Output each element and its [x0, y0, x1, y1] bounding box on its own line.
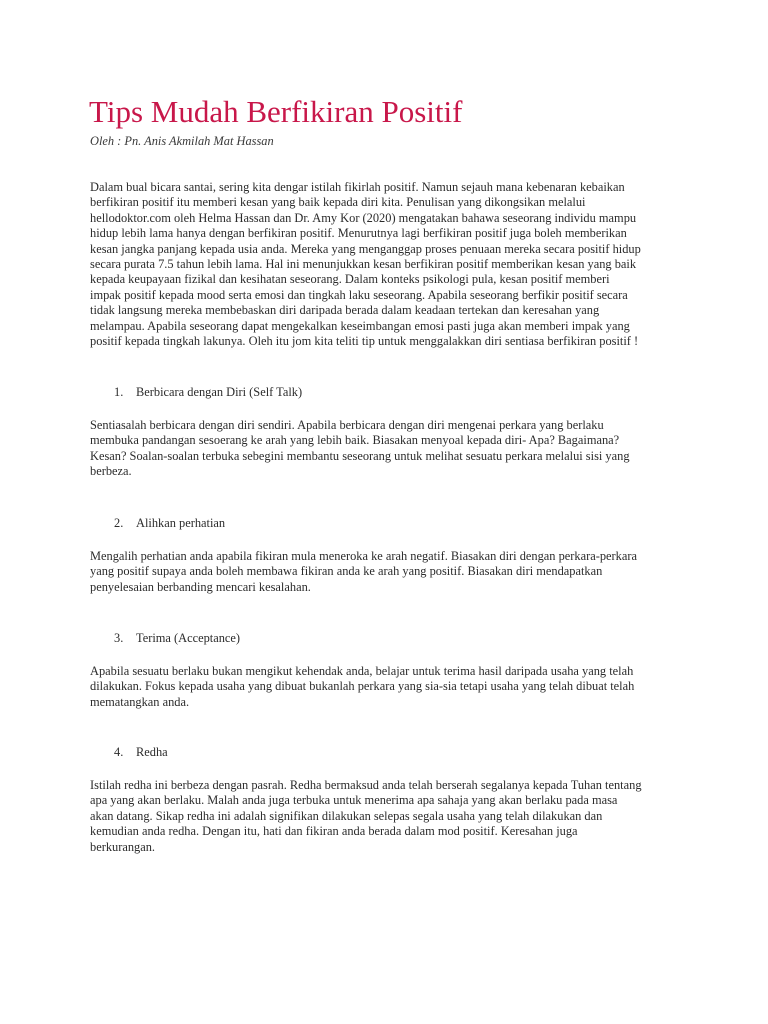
tip-heading-1	[114, 384, 302, 400]
tip-body-line: Istilah redha ini berbeza dengan pasrah. Redha bermaksud anda telah berserah segalanya kepada Tuhan tentang	[90, 778, 642, 792]
tip-body-line: Sentiasalah berbicara dengan diri sendiri. Apabila berbicara dengan diri mengenai perkara yang berlaku	[90, 418, 604, 432]
tip-body-4	[90, 778, 642, 855]
tip-body-line: kemudian anda redha. Dengan itu, hati dan fikiran anda berada dalam mod positif. Keresahan juga	[90, 824, 578, 839]
tip-body-line: Apabila sesuatu berlaku bukan mengikut kehendak anda, belajar untuk terima hasil daripada usaha yang telah	[90, 664, 634, 678]
tip-body-2	[90, 549, 637, 595]
tip-title: Berbicara dengan Diri (Self Talk)	[136, 385, 303, 399]
tip-body-line: membuka pandangan sesoerang ke arah yang lebih baik. Biasakan menyoal kepada diri- Apa? Bagaimana?	[90, 433, 620, 448]
tip-body-line: penyelesaian berbanding mencari kesalahan.	[90, 579, 311, 594]
intro-line: kesan jangka panjang kepada usia anda. Mereka yang menganggap proses penuaan mereka secara positif hidup	[90, 241, 641, 256]
tip-body-line: berkurangan.	[90, 839, 156, 854]
tip-heading-2	[114, 515, 225, 531]
tip-body-3	[90, 664, 634, 710]
tip-body-1	[90, 418, 630, 480]
tip-number: 4.	[114, 745, 124, 759]
tip-heading-4	[114, 744, 168, 760]
intro-line: hidup lebih lama hanya dengan berfikiran positif. Menurutnya lagi berfikiran positif juga boleh memberikan	[90, 226, 627, 241]
tip-body-line: Kesan? Soalan-soalan terbuka sebegini membantu seseorang untuk melihat sesuatu perkara melalui sisi yang	[90, 448, 630, 463]
intro-line: impak positif kepada mood serta emosi dan tingkah laku seseorang. Apabila seseorang berfikir positif secara	[90, 287, 628, 302]
tip-heading-3	[114, 630, 240, 646]
tip-number: 1.	[114, 385, 124, 399]
tip-number: 2.	[114, 516, 124, 530]
intro-line: melampau. Apabila seseorang dapat mengekalkan keseimbangan emosi pasti juga akan memberi impak yang	[90, 318, 630, 333]
author-line: Oleh : Pn. Anis Akmilah Mat Hassan	[90, 134, 274, 148]
intro-paragraph	[90, 180, 641, 349]
intro-line: berfikiran positif itu memberi kesan yang baik kepada diri kita. Penulisan yang dikongsikan melalui	[90, 195, 586, 210]
intro-line: secara purata 7.5 tahun lebih lama. Hal ini menunjukkan kesan berfikiran positif memberikan kesan yang baik	[90, 257, 637, 272]
tip-body-line: yang positif supaya anda boleh membawa fikiran anda ke arah yang positif. Biasakan diri mendapatkan	[90, 564, 603, 579]
intro-line: positif kepada tingkah lakunya. Oleh itu jom kita teliti tip untuk menggalakkan diri sentiasa berfikiran positif !	[90, 334, 639, 349]
tip-body-line: mematangkan anda.	[90, 694, 190, 709]
intro-line: kepada keupayaan fizikal dan kesihatan seseorang. Dalam konteks psikologi pula, kesan positif memberi	[90, 272, 610, 287]
tip-title: Redha	[136, 745, 168, 759]
intro-line: Dalam bual bicara santai, sering kita dengar istilah fikirlah positif. Namun sejauh mana kebenaran kebaikan	[90, 180, 625, 194]
tip-body-line: dilakukan. Fokus kepada usaha yang dibuat bukanlah perkara yang sia-sia tetapi usaha yang telah dibuat telah	[90, 679, 635, 694]
tip-number: 3.	[114, 631, 124, 645]
tip-body-line: apa yang akan berlaku. Malah anda juga terbuka untuk menerima apa sahaja yang akan berlaku pada masa	[90, 793, 618, 808]
tip-body-line: Mengalih perhatian anda apabila fikiran mula meneroka ke arah negatif. Biasakan diri dengan perkara-perkara	[90, 549, 637, 563]
tip-title: Alihkan perhatian	[136, 516, 226, 530]
intro-line: tidak langsung mereka membebaskan diri daripada berada dalam keadaan tertekan dan keresahan yang	[90, 303, 600, 318]
tip-title: Terima (Acceptance)	[136, 631, 241, 645]
tip-body-line: berbeza.	[90, 464, 132, 479]
intro-line: hellodoktor.com oleh Helma Hassan dan Dr. Amy Kor (2020) mengatakan bahawa seseorang individu mampu	[90, 210, 637, 225]
document-title: Tips Mudah Berfikiran Positif	[89, 94, 463, 129]
tip-body-line: akan datang. Sikap redha ini adalah signifikan dilakukan selepas segala usaha yang telah dilakukan dan	[90, 808, 603, 823]
